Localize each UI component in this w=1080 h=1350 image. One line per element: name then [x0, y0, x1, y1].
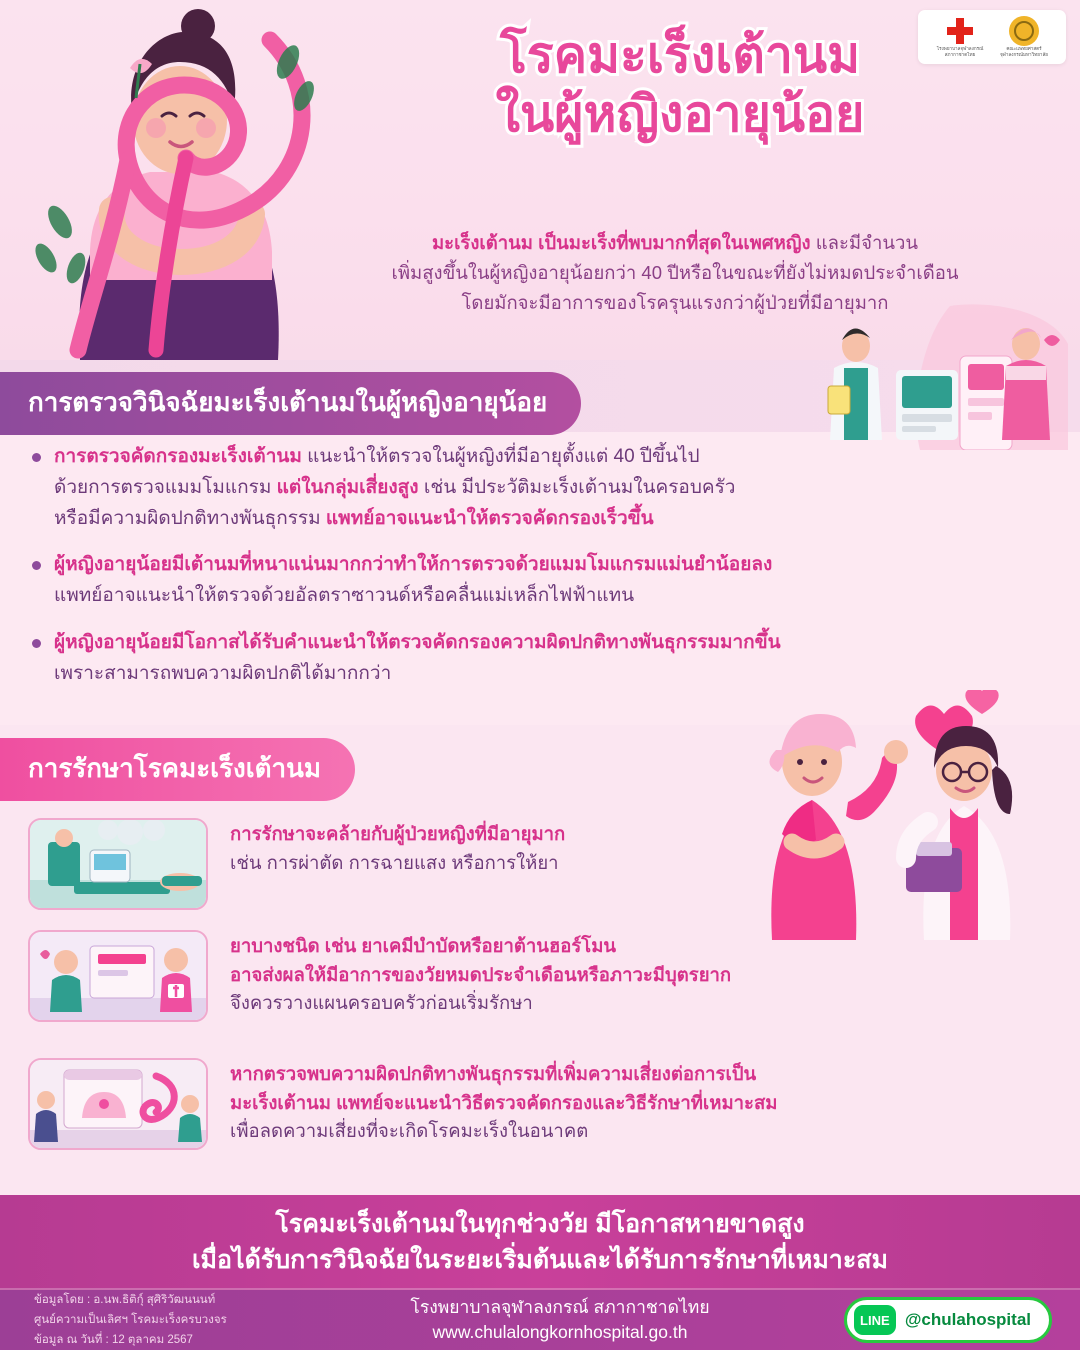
treatment-1-text	[230, 818, 565, 877]
logo-caption-hospital: โรงพยาบาลจุฬาลงกรณ์ สภากาชาดไทย	[936, 46, 984, 57]
credit-center: ศูนย์ความเป็นเลิศฯ โรคมะเร็งครบวงจร	[34, 1313, 227, 1326]
bullet-dot-icon	[32, 453, 41, 462]
treatment-2-normal: จึงควรวางแผนครอบครัวก่อนเริ่มรักษา	[230, 992, 533, 1014]
footer	[0, 1290, 1080, 1350]
mammogram-exam-illustration	[800, 300, 1070, 450]
bullet-dot-icon	[32, 639, 41, 648]
cta-line-1: โรคมะเร็งเต้านมในทุกช่วงวัย มีโอกาสหายขาดสูง	[275, 1210, 805, 1238]
treatment-item-2	[28, 930, 1028, 1022]
intro-highlight: มะเร็งเต้านม เป็นมะเร็งที่พบมากที่สุดในเพศหญิง	[431, 232, 811, 253]
line-icon: LINE	[854, 1305, 896, 1335]
hospital-name: โรงพยาบาลจุฬาลงกรณ์ สภากาชาดไทย	[410, 1296, 710, 1317]
list-item	[26, 442, 926, 534]
doctor-figure	[828, 328, 882, 440]
treatment-3-bold-2: มะเร็งเต้านม แพทย์จะแนะนำวิธีตรวจคัดกรองและวิธีรักษาที่เหมาะสม	[230, 1091, 778, 1113]
footer-credits	[0, 1290, 300, 1350]
bullet-1-text-3: เช่น มีประวัติมะเร็งเต้านมในครอบครัว	[418, 476, 736, 498]
footer-social	[820, 1297, 1080, 1343]
treatment-2-bold-2: อาจส่งผลให้มีอาการของวัยหมดประจำเดือนหรือภาวะมีบุตรยาก	[230, 963, 732, 985]
hospital-website[interactable]: www.chulalongkornhospital.go.th	[432, 1322, 688, 1342]
credit-date: ข้อมูล ณ วันที่ : 12 ตุลาคม 2567	[34, 1334, 193, 1347]
banner-diagnosis: การตรวจวินิจฉัยมะเร็งเต้านมในผู้หญิงอายุน้อย	[0, 372, 581, 435]
line-account-id: @chulahospital	[904, 1310, 1031, 1329]
treatment-3-bold-1: หากตรวจพบความผิดปกติทางพันธุกรรมที่เพิ่มความเสี่ยงต่อการเป็น	[230, 1063, 757, 1084]
intro-text-3: โดยมักจะมีอาการของโรครุนแรงกว่าผู้ป่วยที่มีอายุมาก	[461, 291, 889, 313]
treatment-item-3	[28, 1058, 1028, 1150]
list-item	[26, 550, 926, 612]
bullet-1-bold-1: การตรวจคัดกรองมะเร็งเต้านม	[54, 446, 302, 467]
organization-logos	[918, 10, 1066, 64]
logo-caption-university: คณะแพทยศาสตร์ จุฬาลงกรณ์มหาวิทยาลัย	[999, 46, 1048, 57]
medication-illustration	[28, 930, 208, 1022]
university-seal-icon	[1009, 16, 1039, 46]
intro-text-2: เพิ่มสูงขึ้นในผู้หญิงอายุน้อยกว่า 40 ปีหรือในขณะที่ยังไม่หมดประจำเดือน	[391, 261, 959, 283]
page-title-line2: ในผู้หญิงอายุน้อย	[495, 86, 865, 142]
bullet-1-bold-3: แพทย์อาจแนะนำให้ตรวจคัดกรองเร็วขึ้น	[325, 507, 654, 529]
page-title-line1: โรคมะเร็งเต้านม	[499, 27, 861, 83]
banner-treatment: การรักษาโรคมะเร็งเต้านม	[0, 738, 355, 801]
diagnosis-bullet-list	[26, 442, 926, 705]
bullet-dot-icon	[32, 561, 41, 570]
bullet-1-bold-2: แต่ในกลุ่มเสี่ยงสูง	[276, 476, 419, 498]
red-cross-icon	[945, 16, 975, 46]
bullet-3-text: เพราะสามารถพบความผิดปกติได้มากกว่า	[54, 662, 392, 684]
bullet-1-text-4: หรือมีความผิดปกติทางพันธุกรรม	[54, 507, 326, 529]
line-account-button[interactable]	[844, 1297, 1052, 1343]
surgery-illustration	[28, 818, 208, 910]
treatment-item-1	[28, 818, 1028, 910]
footer-hospital-info	[300, 1295, 820, 1346]
credit-author: ข้อมูลโดย : อ.นพ.ธิติกุ์ สุศิริวัฒนนนท์	[34, 1293, 216, 1306]
woman-with-pink-ribbon-illustration	[20, 0, 330, 360]
bullet-1-text-1: แนะนำให้ตรวจในผู้หญิงที่มีอายุตั้งแต่ 40 ปีขึ้นไป	[301, 446, 700, 467]
genetic-screening-illustration	[28, 1058, 208, 1150]
bullet-3-bold: ผู้หญิงอายุน้อยมีโอกาสได้รับคำแนะนำให้ตรวจคัดกรองความผิดปกติทางพันธุกรรมมากขึ้น	[54, 631, 781, 653]
treatment-3-text	[230, 1058, 777, 1146]
treatment-3-normal: เพื่อลดความเสี่ยงที่จะเกิดโรคมะเร็งในอนาคต	[230, 1120, 589, 1142]
treatment-1-bold: การรักษาจะคล้ายกับผู้ป่วยหญิงที่มีอายุมาก	[230, 823, 566, 844]
treatment-2-bold-1: ยาบางชนิด เช่น ยาเคมีบำบัดหรือยาต้านฮอร์โมน	[230, 935, 617, 956]
intro-text-1: และมีจำนวน	[810, 232, 919, 253]
call-to-action-banner	[0, 1195, 1080, 1290]
bullet-2-bold: ผู้หญิงอายุน้อยมีเต้านมที่หนาแน่นมากกว่าทำให้การตรวจด้วยแมมโมแกรมแม่นยำน้อยลง	[54, 554, 773, 576]
treatment-1-normal: เช่น การผ่าตัด การฉายแสง หรือการให้ยา	[230, 851, 559, 873]
cta-line-2: เมื่อได้รับการวินิจฉัยในระยะเริ่มต้นและได้รับการรักษาที่เหมาะสม	[191, 1245, 889, 1274]
treatment-2-text	[230, 930, 731, 1018]
bullet-1-text-2: ด้วยการตรวจแมมโมแกรม	[54, 476, 277, 498]
bullet-2-text: แพทย์อาจแนะนำให้ตรวจด้วยอัลตราซาวนด์หรือคลื่นแม่เหล็กไฟฟ้าแทน	[54, 585, 635, 607]
list-item	[26, 628, 926, 690]
